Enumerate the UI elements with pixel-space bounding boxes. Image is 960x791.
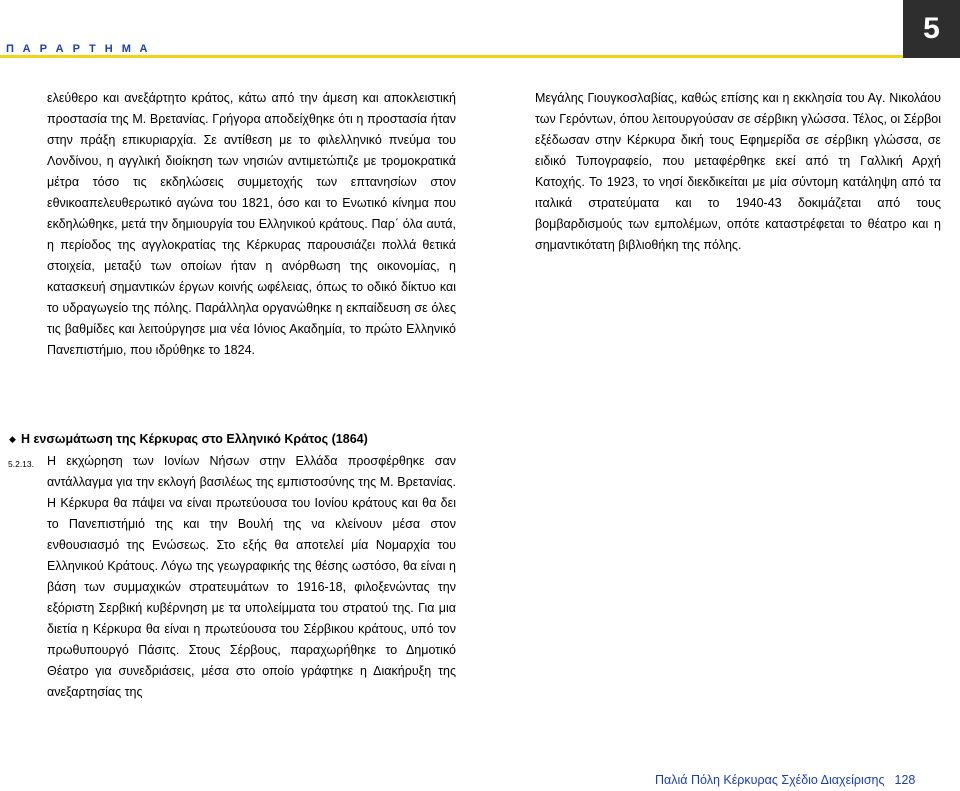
section-heading	[9, 430, 469, 448]
page-number: 128	[894, 773, 916, 787]
left-column-paragraph: ελεύθερο και ανεξάρτητο κράτος, κάτω από την άμεση και αποκλειστική προστασία της Μ. Βρετανίας. Γρήγορα αποδείχθηκε ότι η προστασία ήταν στην πράξη επικυριαρχία. Σε αντίθεση με το φιλελληνικό πνεύμα του Λονδίνου, η αγγλική διοίκηση των νησιών αντιμετώπιζε με τρομοκρατικά μέτρα τόσο τις εκδηλώσεις συμμετοχής των επτανησίων στον εθνικοαπελευθερωτικό αγώνα του 1821, όσο και το Ενωτικό κίνημα που εκδηλώθηκε, μετά την δημιουργία του Ελληνικού κράτους. Παρ΄ όλα αυτά, η περίοδος της αγγλοκρατίας της Κέρκυρας παρουσιάζει πολλά θετικά στοιχεία, μεταξύ των οποίων ήταν η ανόρθωση της οικονομίας, η κατασκευή σημαντικών έργων κοινής ωφέλειας, όπως το οδικό δίκτυο και το υδραγωγείο της πόλης. Παράλληλα οργανώθηκε η εκπαίδευση σε όλες τις βαθμίδες και λειτούργησε μια νέα Ιόνιος Ακαδημία, το πρώτο Ελληνικό Πανεπιστήμιο, που ιδρύθηκε το 1824.	[47, 91, 456, 357]
footer-title: Παλιά Πόλη Κέρκυρας Σχέδιο Διαχείρισης	[655, 773, 885, 787]
section-body	[47, 451, 456, 703]
page-footer	[655, 773, 915, 787]
chapter-number-badge: 5	[903, 0, 960, 58]
right-column	[535, 88, 941, 256]
header-rule	[0, 55, 903, 58]
paragraph-number: 5.2.13.	[8, 459, 34, 469]
left-column	[47, 88, 456, 361]
section-heading-text: Η ενσωμάτωση της Κέρκυρας στο Ελληνικό Κράτος (1864)	[21, 432, 368, 446]
header-label: Π Α Ρ Α Ρ Τ Η Μ Α	[6, 43, 151, 55]
right-column-paragraph: Μεγάλης Γιουγκοσλαβίας, καθώς επίσης και η εκκλησία του Αγ. Νικολάου των Γερόντων, όπου λειτουργούσαν σε σέρβικη γλώσσα. Τέλος, οι Σέρβοι εξέδωσαν στην Κέρκυρα δική τους Εφημερίδα σε σέρβικη γλώσσα, σε ειδικό Τυπογραφείο, που μεταφέρθηκε εκεί από τη Γαλλική Αρχή Κατοχής. Το 1923, το νησί διεκδικείται με μία σύντομη κατάληψη από τα ιταλικά στρατεύματα και το 1940-43 δοκιμάζεται από τους βομβαρδισμούς των εμπολέμων, οπότε καταστρέφεται το θέατρο και η σημαντικότατη βιβλιοθήκη της πόλης.	[535, 91, 941, 252]
diamond-bullet-icon: ◆	[9, 434, 16, 444]
section-paragraph: Η εκχώρηση των Ιονίων Νήσων στην Ελλάδα προσφέρθηκε σαν αντάλλαγμα για την εκλογή βασιλέως της εμπιστοσύνης της Μ. Βρετανίας. Η Κέρκυρα θα πάψει να είναι πρωτεύουσα του Ιονίου κράτους και θα δει το Πανεπιστήμιό της και την Βουλή της να κλείνουν μέσα στον ενθουσιασμό της Ενώσεως. Στο εξής θα αποτελεί μία Νομαρχία του Ελληνικού Κράτους. Λόγω της γεωγραφικής της θέσης ωστόσο, θα είναι η βάση των συμμαχικών στρατευμάτων το 1916-18, φιλοξενώντας την εξόριστη Σερβική κυβέρνηση με τα υπολείμματα του στρατού της. Για μια διετία η Κέρκυρα θα είναι η πρωτεύουσα του Σέρβικου κράτους, υπό τον πρωθυπουργό Πάσιτς. Στους Σέρβους, παραχωρήθηκε το Δημοτικό Θέατρο για συνεδριάσεις, μέσα στο οποίο γράφτηκε η Διακήρυξη της ανεξαρτησίας της	[47, 454, 456, 699]
